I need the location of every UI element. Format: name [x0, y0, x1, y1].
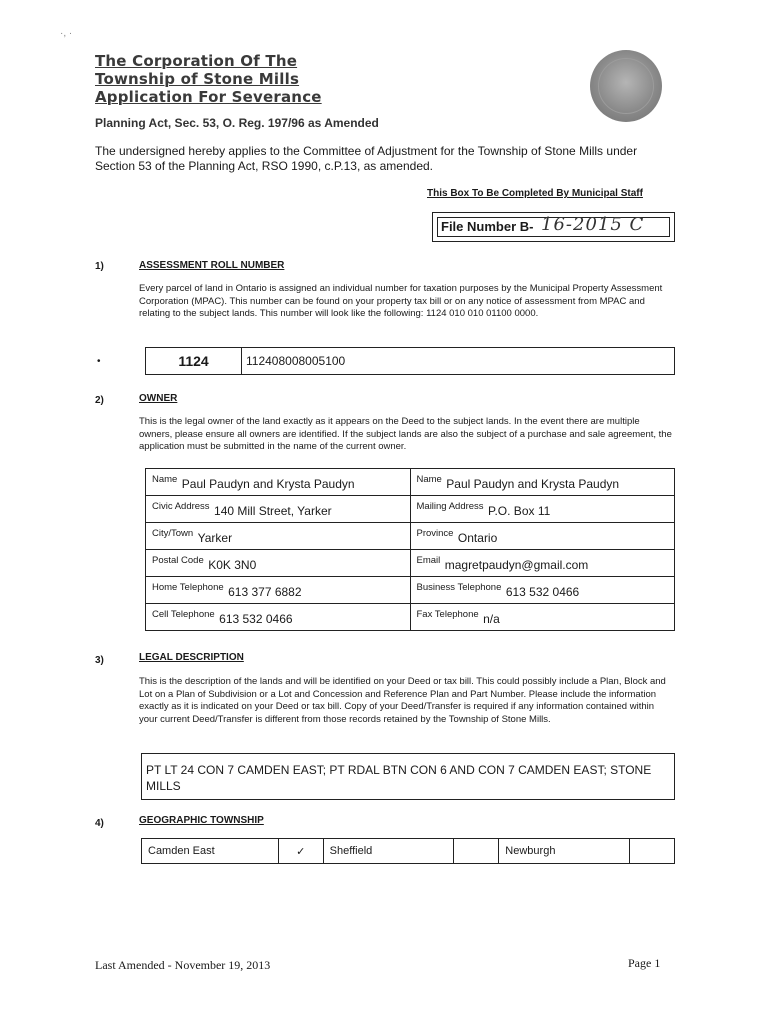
mailing-address-field[interactable] [410, 496, 675, 523]
field-value[interactable]: Paul Paudyn and Krysta Paudyn [181, 477, 355, 491]
home-telephone-field[interactable] [146, 577, 411, 604]
title-line-2: Township of Stone Mills [95, 70, 300, 88]
field-label: Name [416, 474, 442, 485]
file-number-label: File Number B- [441, 219, 534, 234]
field-label: Mailing Address [416, 501, 484, 512]
section-2-heading: OWNER [139, 393, 178, 404]
fax-telephone-field[interactable] [410, 604, 675, 631]
field-value[interactable]: 140 Mill Street, Yarker [214, 504, 332, 518]
geographic-township-table [141, 838, 675, 864]
section-3-heading: LEGAL DESCRIPTION [139, 652, 244, 663]
postal-code-field[interactable] [146, 550, 411, 577]
section-1-text: Every parcel of land in Ontario is assigned an individual number for taxation purposes by the Municipal Property Assessment Corporation (MPAC). This number can be found on your property tax bill or on any notice of assessment from MPAC and relating to the subject lands. This number will look like the following: 1124 010 010 01100 0000. [139, 283, 663, 319]
owner-name-field[interactable] [146, 469, 411, 496]
field-value[interactable]: magretpaudyn@gmail.com [444, 558, 589, 572]
owner-name-2-field[interactable] [410, 469, 675, 496]
field-value[interactable]: K0K 3N0 [208, 558, 257, 572]
bullet-mark: • [97, 356, 101, 367]
field-label: Cell Telephone [152, 609, 215, 620]
document-title [95, 52, 322, 106]
footer-page-number: Page 1 [628, 956, 661, 970]
field-value[interactable]: Ontario [457, 531, 498, 545]
township-option-camden-east: Camden East [142, 839, 279, 864]
legal-description-field[interactable]: PT LT 24 CON 7 CAMDEN EAST; PT RDAL BTN CON 6 AND CON 7 CAMDEN EAST; STONE MILLS [141, 753, 675, 800]
file-number-handwritten[interactable]: 16-2015 C [541, 214, 645, 235]
section-1-heading: ASSESSMENT ROLL NUMBER [139, 260, 285, 271]
section-4-heading: GEOGRAPHIC TOWNSHIP [139, 815, 264, 826]
field-value[interactable]: 613 532 0466 [219, 612, 293, 626]
roll-prefix: 1124 [146, 348, 242, 374]
field-label: Name [152, 474, 178, 485]
field-value[interactable]: n/a [483, 612, 500, 626]
township-seal-icon [590, 50, 662, 122]
roll-number-field[interactable] [145, 347, 675, 375]
intro-statement: The undersigned hereby applies to the Committee of Adjustment for the Township of Stone Mills under Section 53 of the Planning Act, RSO 1990, c.P.13, as amended. [95, 144, 638, 173]
civic-address-field[interactable] [146, 496, 411, 523]
field-label: Home Telephone [152, 582, 224, 593]
field-value[interactable]: Yarker [197, 531, 233, 545]
field-value[interactable]: P.O. Box 11 [488, 504, 551, 518]
province-field[interactable] [410, 523, 675, 550]
field-label: City/Town [152, 528, 194, 539]
email-field[interactable] [410, 550, 675, 577]
business-telephone-field[interactable] [410, 577, 675, 604]
field-label: Fax Telephone [416, 609, 479, 620]
field-label: Business Telephone [416, 582, 502, 593]
footer-last-amended: Last Amended - November 19, 2013 [95, 958, 271, 972]
field-label: Civic Address [152, 501, 210, 512]
field-label: Email [416, 555, 441, 566]
field-value[interactable]: 613 532 0466 [505, 585, 580, 599]
section-3-text: This is the description of the lands and will be identified on your Deed or tax bill. This could possibly include a Plan, Block and Lot on a Plan of Subdivision or a Lot and Concession and Reference Plan and Part Number. Please include the information exactly as it is indicated on your Deed or tax bill. Copy of your Deed/Transfer is required if any information contained within your current Deed/Transfer is different from those records retained by the Township of Stone Mills. [139, 676, 666, 725]
checkbox-sheffield[interactable] [454, 839, 499, 864]
title-line-1: The Corporation Of The [95, 52, 298, 70]
township-option-sheffield: Sheffield [323, 839, 454, 864]
staff-note: This Box To Be Completed By Municipal Staff [427, 188, 643, 199]
document-subtitle: Planning Act, Sec. 53, O. Reg. 197/96 as Amended [95, 116, 379, 130]
section-1-number: 1) [95, 261, 104, 272]
section-4-number: 4) [95, 818, 104, 829]
checkbox-newburgh[interactable] [630, 839, 675, 864]
section-3-number: 3) [95, 655, 104, 666]
cell-telephone-field[interactable] [146, 604, 411, 631]
roll-number-value[interactable]: 112408008005100 [246, 354, 346, 368]
field-value[interactable]: 613 377 6882 [228, 585, 302, 599]
field-label: Province [416, 528, 454, 539]
corner-mark: ·, · [60, 28, 73, 39]
city-town-field[interactable] [146, 523, 411, 550]
section-2-number: 2) [95, 395, 104, 406]
township-option-newburgh: Newburgh [499, 839, 630, 864]
file-number-box [432, 212, 675, 242]
field-label: Postal Code [152, 555, 204, 566]
checkbox-camden-east[interactable]: ✓ [278, 839, 323, 864]
title-line-3: Application For Severance [95, 88, 322, 106]
owner-table [145, 468, 675, 631]
section-2-text: This is the legal owner of the land exactly as it appears on the Deed to the subject lands. In the event there are multiple owners, please ensure all owners are identified. If the subject lands are also the subject of a purchase and sale agreement, the application must be submitted in the name of the current owner. [139, 416, 672, 452]
field-value[interactable]: Paul Paudyn and Krysta Paudyn [446, 477, 620, 491]
